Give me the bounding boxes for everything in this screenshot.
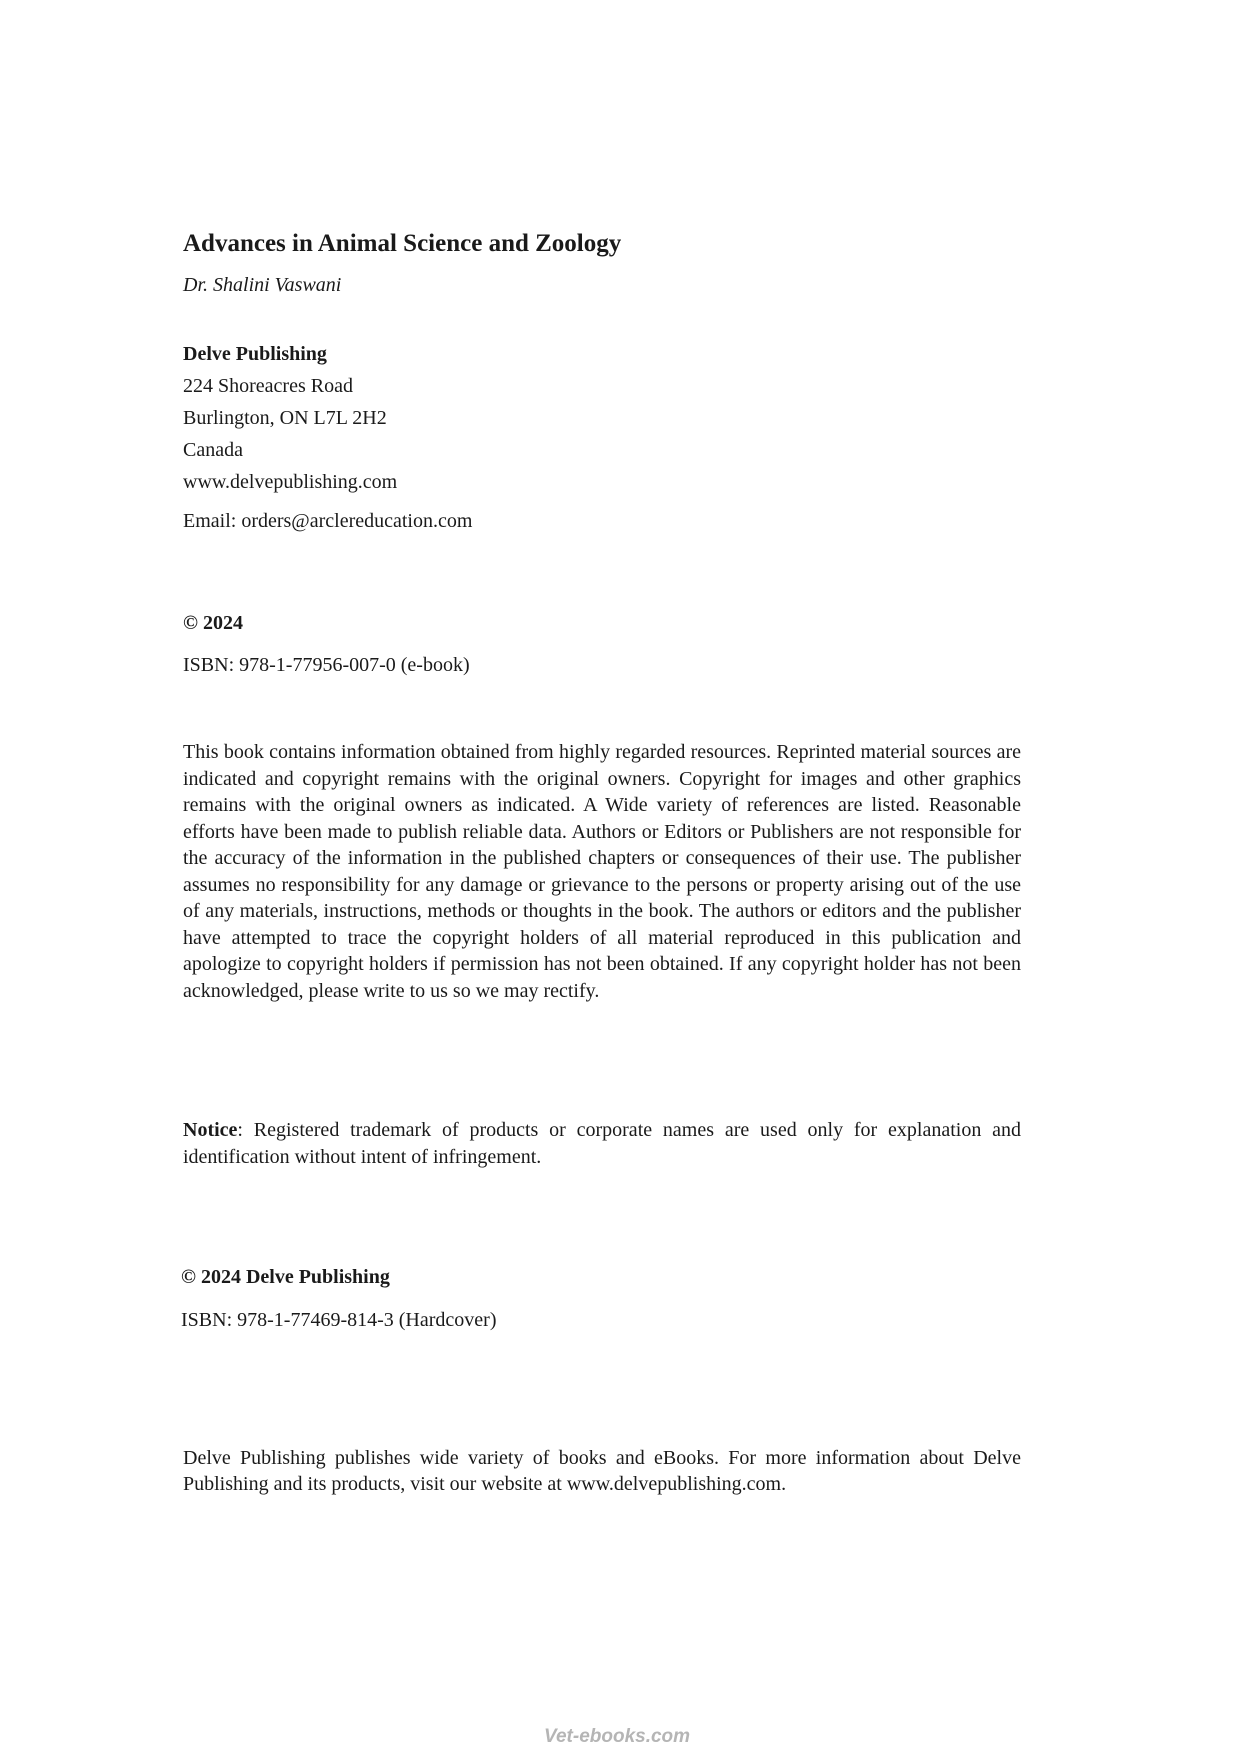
publisher-name: Delve Publishing — [183, 343, 327, 365]
watermark-text: Vet-ebooks.com — [544, 1726, 691, 1747]
publisher-address-line2: Burlington, ON L7L 2H2 — [183, 407, 387, 429]
notice-paragraph — [183, 1117, 1021, 1170]
isbn-hardcover: ISBN: 978-1-77469-814-3 (Hardcover) — [181, 1309, 497, 1331]
copyright-publisher: © 2024 Delve Publishing — [181, 1266, 390, 1288]
publisher-info — [183, 338, 472, 537]
publisher-email: Email: orders@arclereducation.com — [183, 510, 473, 532]
notice-text: : Registered trademark of products or corporate names are used only for explanation and identification without intent of infringement. — [183, 1119, 1021, 1168]
publisher-website: www.delvepublishing.com — [183, 471, 398, 493]
publisher-address-line1: 224 Shoreacres Road — [183, 375, 353, 397]
publisher-country: Canada — [183, 439, 243, 461]
watermark-logo — [542, 1720, 712, 1754]
book-author: Dr. Shalini Vaswani — [183, 274, 342, 296]
about-paragraph: Delve Publishing publishes wide variety of books and eBooks. For more information about Delve Publishing and its products, visit our website at www.delvepublishing.com. — [183, 1447, 1021, 1495]
notice-label: Notice — [183, 1119, 238, 1141]
book-title: Advances in Animal Science and Zoology — [183, 230, 622, 257]
disclaimer-paragraph: This book contains information obtained from highly regarded resources. Reprinted material sources are indicated and copyright remains with the original owners. Copyright for images and other graphics remains with the original owners as indicated. A Wide variety of references are listed. Reasonable efforts have been made to publish reliable data. Authors or Editors or Publishers are not responsible for the accuracy of the information in the published chapters or consequences of their use. The publisher assumes no responsibility for any damage or grievance to the persons or property arising out of the use of any materials, instructions, methods or thoughts in the book. The authors or editors and the publisher have attempted to trace the copyright holders of all material reproduced in this publication and apologize to copyright holders if permission has not been obtained. If any copyright holder has not been acknowledged, please write to us so we may rectify. — [183, 741, 1021, 1002]
copyright-year: © 2024 — [183, 612, 243, 634]
isbn-ebook: ISBN: 978-1-77956-007-0 (e-book) — [183, 654, 470, 676]
